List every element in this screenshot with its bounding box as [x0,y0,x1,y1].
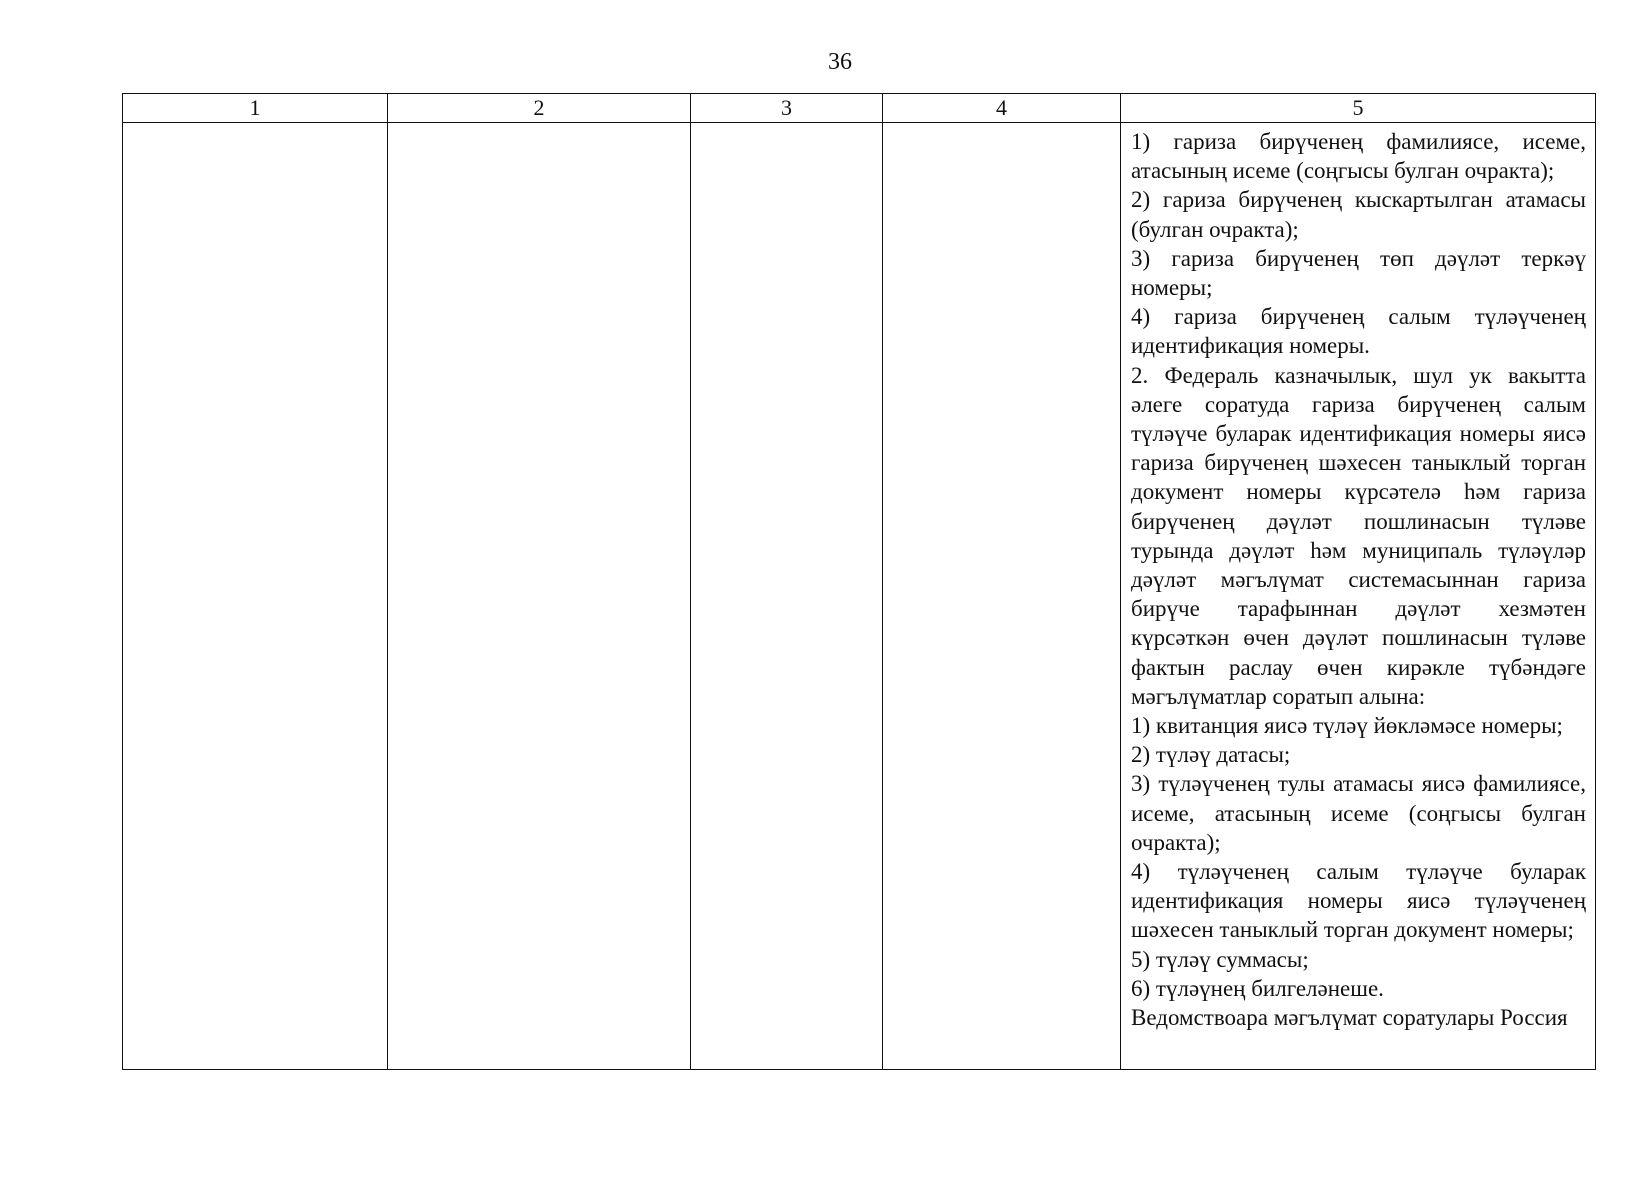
column-header-3: 3 [691,94,883,123]
document-table [122,93,1596,1070]
cell-col-4 [883,123,1121,1070]
column-header-2: 2 [388,94,691,123]
cell-col-1 [123,123,388,1070]
table-row [123,123,1596,1070]
paragraph: 1) квитанция яисә түләү йөкләмәсе номеры; [1131,713,1563,739]
header-row [123,94,1596,123]
column-header-1: 1 [123,94,388,123]
cell-col-5-text [1131,127,1586,1032]
cell-col-5 [1121,123,1596,1070]
column-header-5: 5 [1121,94,1596,123]
paragraph: 2) түләү датасы; [1131,742,1291,768]
paragraph: 5) түләү суммасы; [1131,946,1309,972]
paragraph: 3) түләүченең тулы атамасы яисә фамилиясе, исеме, атасының исеме (соңгысы булган очракта); [1131,771,1586,855]
paragraph: 2) гариза бирүченең кыскартылган атамасы (булган очракта); [1131,187,1586,242]
paragraph: 1) гариза бирүченең фамилиясе, исеме, атасының исеме (соңгысы булган очракта); [1131,129,1586,184]
paragraph: 4) гариза бирүченең салым түләүченең идентификация номеры. [1131,304,1586,359]
paragraph: 4) түләүченең салым түләүче буларак идентификация номеры яисә түләүченең шәхесен таныклый торган документ номеры; [1131,859,1586,943]
cell-col-3 [691,123,883,1070]
paragraph: 3) гариза бирүченең төп дәүләт теркәү номеры; [1131,245,1586,301]
paragraph: 6) түләүнең билгеләнеше. [1131,975,1384,1001]
page-number: 36 [828,49,852,75]
paragraph: Ведомствоара мәгълүмат соратулары Россия [1131,1005,1568,1031]
paragraph: 2. Федераль казначылык, шул ук вакытта әлеге соратуда гариза бирүченең салым түләүче буларак идентификация номеры яисә гариза бирүченең шәхесен таныклый торган документ номеры күрсәтелә һәм гариза бирүченең дәүләт пошлинасын түләве турында дәүләт һәм муниципаль түләүләр дәүләт мәгълүмат системасыннан гариза бирүче тарафыннан дәүләт хезмәтен күрсәткән өчен дәүләт пошлинасын түләве фактын раслау өчен кирәкле түбәндәге мәгълүматлар соратып алына: [1131,362,1586,709]
cell-col-2 [388,123,691,1070]
column-header-4: 4 [883,94,1121,123]
